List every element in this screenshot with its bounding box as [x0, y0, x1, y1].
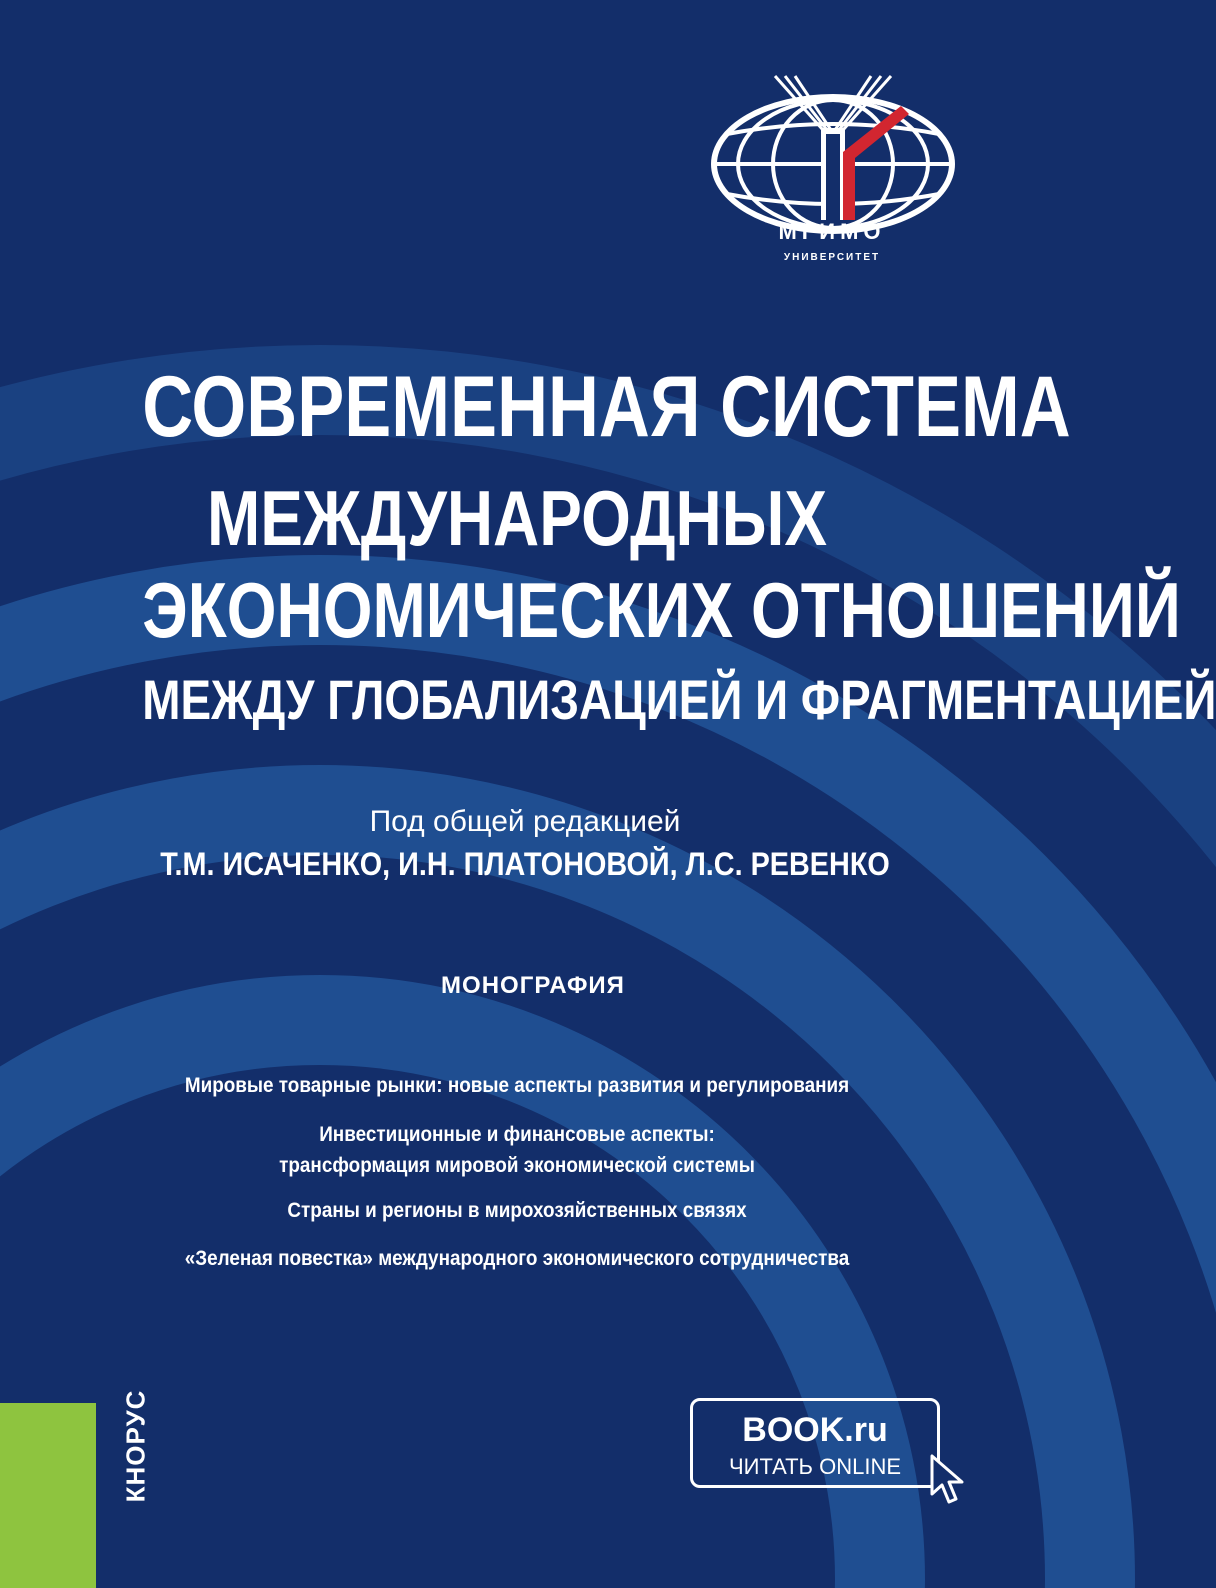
arc-1 — [0, 1020, 880, 1588]
badge-subtitle: ЧИТАТЬ ONLINE — [728, 1454, 902, 1479]
logo-wordmark: МГИМО — [778, 219, 886, 244]
bookru-read-online-badge[interactable] — [690, 1398, 940, 1488]
logo-subtitle: УНИВЕРСИТЕТ — [783, 252, 881, 263]
editors-label: Под общей редакцией — [369, 805, 681, 838]
title-line-3: ЭКОНОМИЧЕСКИХ ОТНОШЕНИЙ — [142, 566, 1181, 654]
badge-title: BOOK.ru — [742, 1411, 888, 1449]
title-line-2: МЕЖДУНАРОДНЫХ — [206, 474, 828, 562]
publisher-logo — [118, 1389, 154, 1503]
publisher-name: КНОРУС — [120, 1389, 151, 1503]
subtitle-line: МЕЖДУ ГЛОБАЛИЗАЦИЕЙ И ФРАГМЕНТАЦИЕЙ — [142, 668, 1216, 731]
mgimo-globe-logo-icon — [705, 72, 970, 277]
topic-2-line-2: трансформация мировой экономической системы — [279, 1154, 755, 1177]
spine-accent-strip — [0, 1403, 96, 1588]
editors-names: Т.М. ИСАЧЕНКО, И.Н. ПЛАТОНОВОЙ, Л.С. РЕВЕНКО — [160, 846, 890, 882]
topic-3: Страны и регионы в мирохозяйственных связях — [287, 1199, 747, 1222]
topic-1: Мировые товарные рынки: новые аспекты развития и регулирования — [184, 1074, 850, 1097]
cursor-arrow-icon — [928, 1452, 968, 1508]
topic-4: «Зеленая повестка» международного экономического сотрудничества — [184, 1247, 850, 1270]
genre-label: МОНОГРАФИЯ — [441, 972, 625, 999]
title-line-1: СОВРЕМЕННАЯ СИСТЕМА — [142, 359, 1071, 455]
topic-2-line-1: Инвестиционные и финансовые аспекты: — [319, 1123, 715, 1146]
